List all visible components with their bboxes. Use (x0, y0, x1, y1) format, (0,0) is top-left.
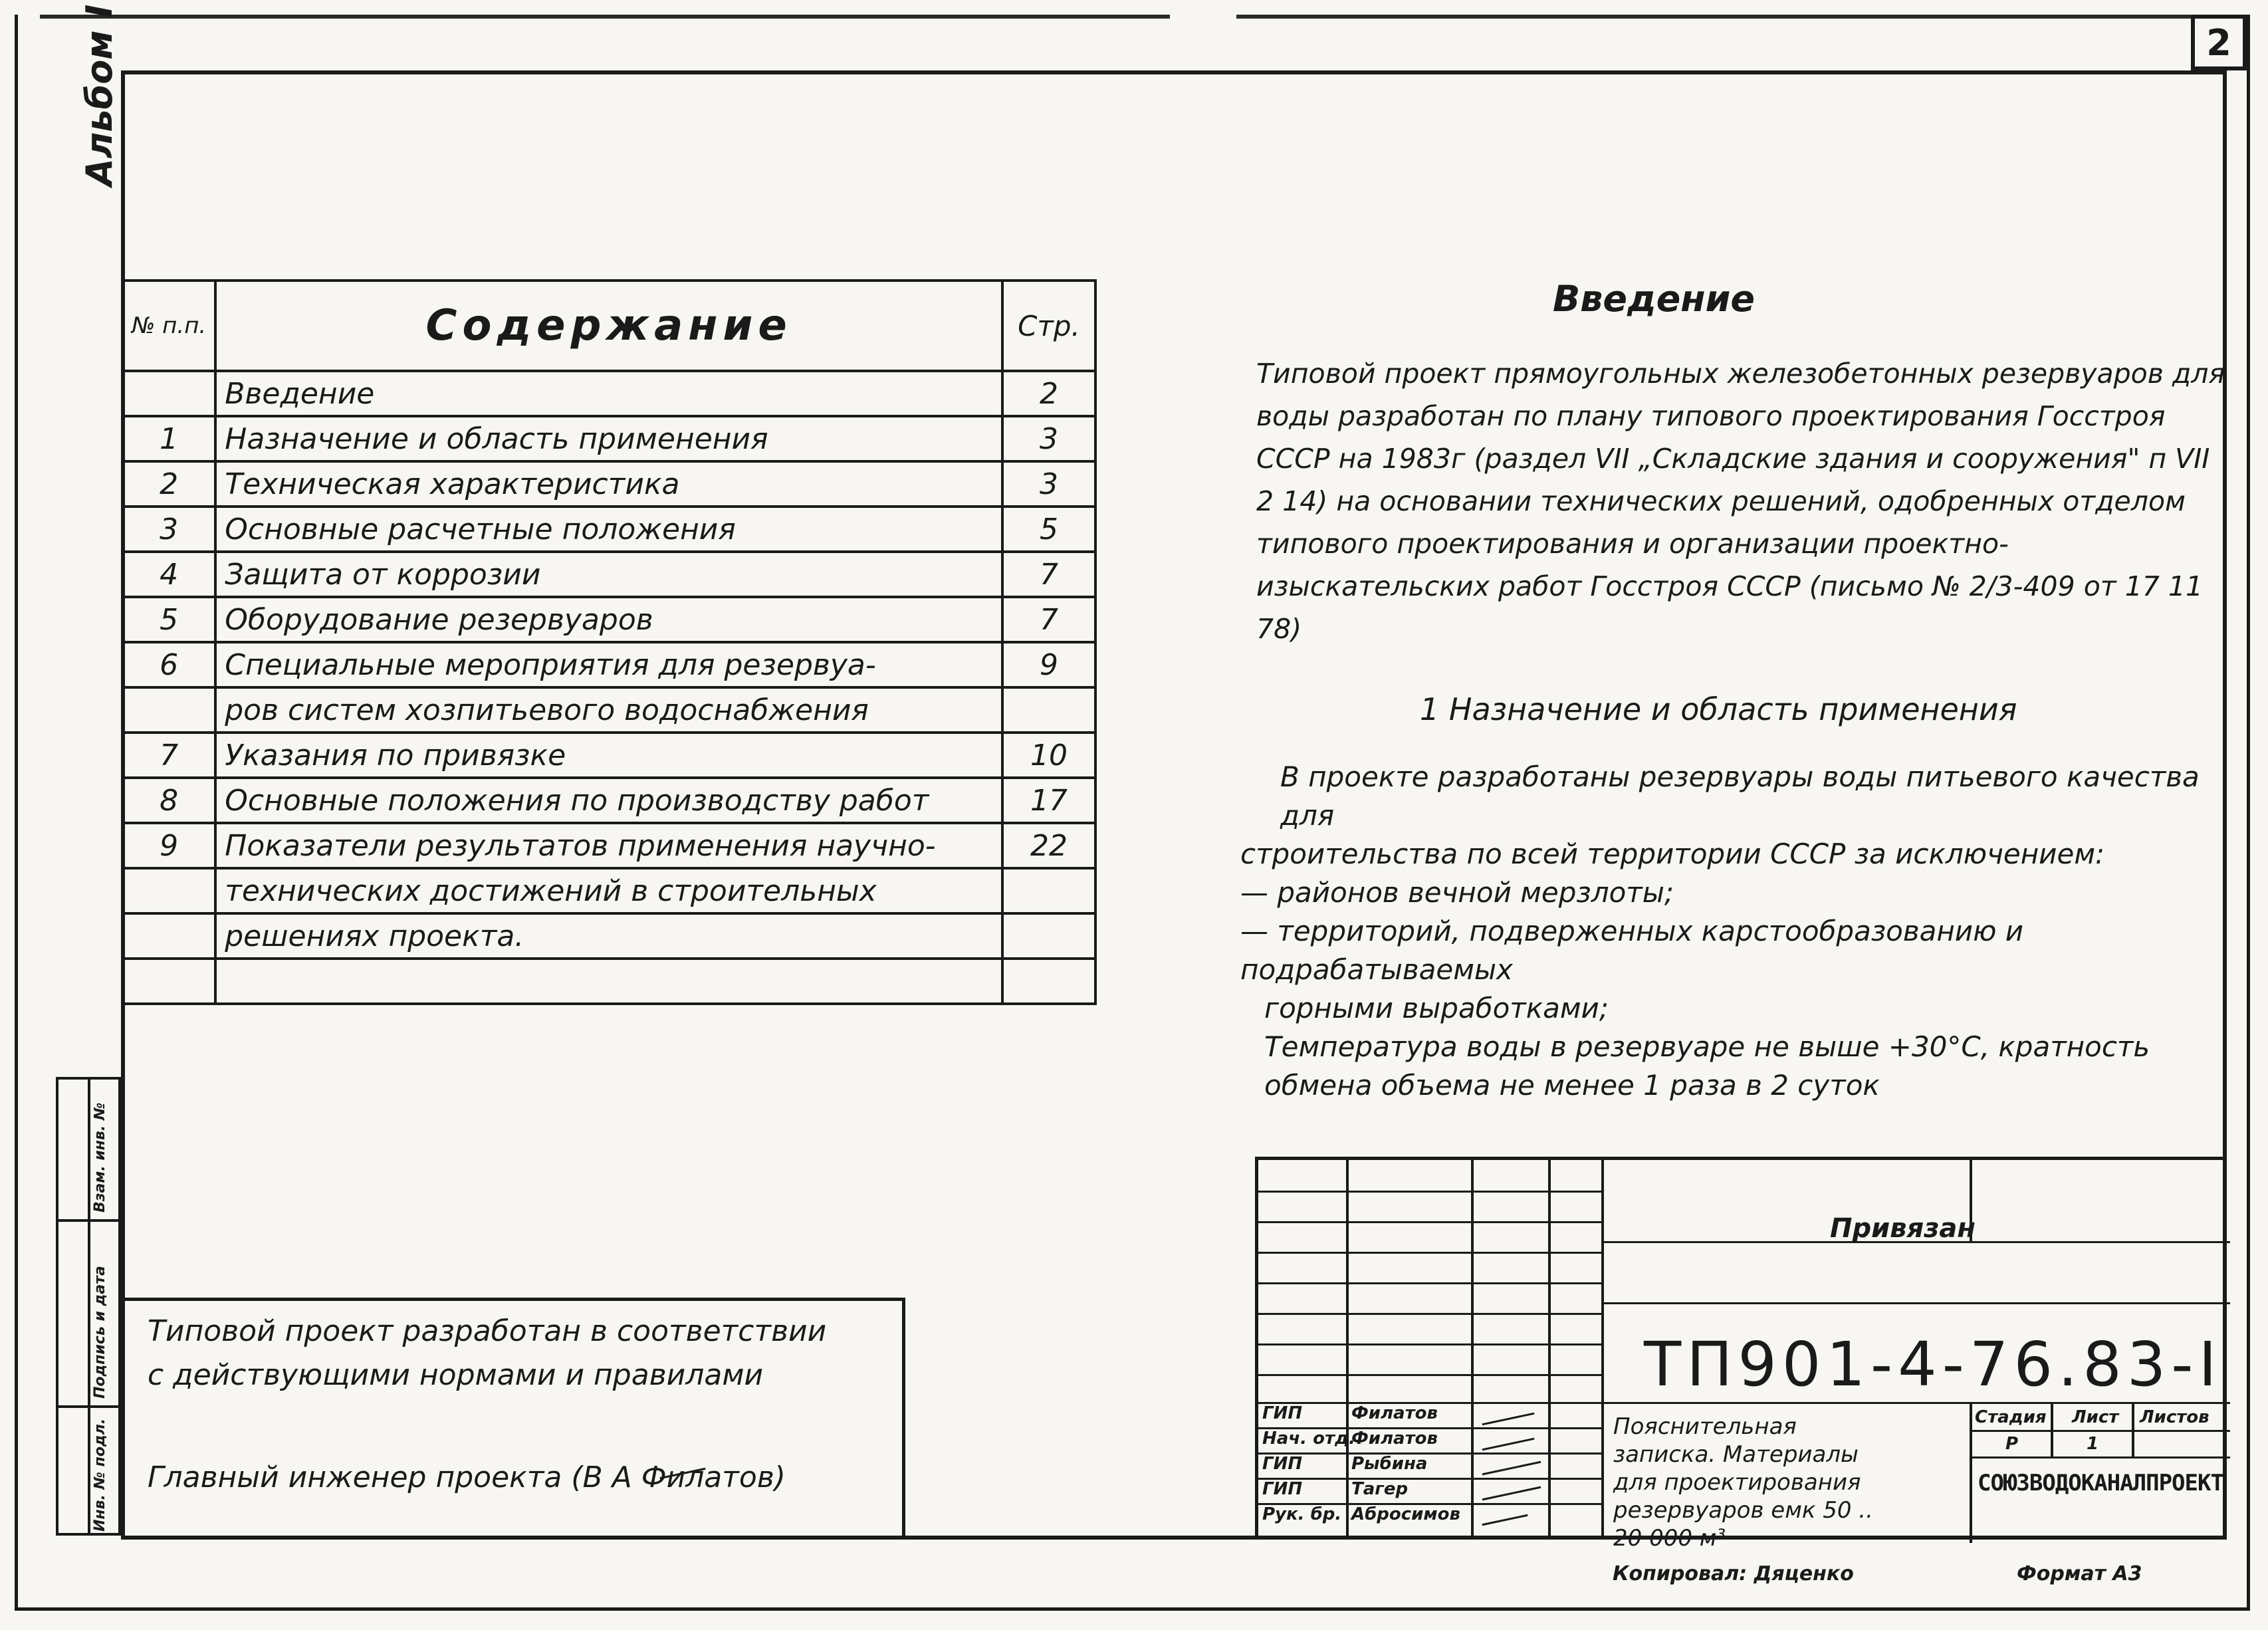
table-row (122, 461, 1095, 507)
table-row (122, 642, 1095, 687)
row-page: 10 (1002, 733, 1095, 778)
table-row (122, 597, 1095, 642)
row-num (122, 371, 215, 416)
note-line: Типовой проект разработан в соответствии (148, 1314, 827, 1348)
row-num: 6 (122, 642, 215, 687)
row-num: 9 (122, 823, 215, 868)
side-stamp-strip (56, 1077, 121, 1536)
section-title: 1 Назначение и область применения (1420, 691, 2017, 727)
stage-value: Р (2005, 1434, 2019, 1454)
row-title: Указания по привязке (215, 733, 1002, 778)
signature (1482, 1438, 1535, 1451)
table-row-empty (122, 959, 1095, 1004)
row-page (1002, 687, 1095, 733)
sheets-label: Листов (2140, 1407, 2210, 1427)
row-title: Основные расчетные положения (215, 507, 1002, 552)
intro-title: Введение (1553, 278, 1755, 320)
note-line: Главный инженер проекта (В А Филатов) (148, 1460, 786, 1494)
name-label: Филатов (1351, 1429, 1438, 1449)
table-row (122, 552, 1095, 597)
table-row (122, 778, 1095, 823)
row-title: Защита от коррозии (215, 552, 1002, 597)
copied-by: Копировал: Дяценко (1613, 1562, 1854, 1585)
row-num: 3 (122, 507, 215, 552)
signature (1482, 1514, 1528, 1526)
row-num (122, 687, 215, 733)
table-row (122, 823, 1095, 868)
bound-label: Привязан (1830, 1213, 1976, 1244)
album-label: Альбом I (78, 4, 120, 186)
row-page: 22 (1002, 823, 1095, 868)
row-title: решениях проекта. (215, 913, 1002, 959)
title-block (1255, 1157, 2227, 1552)
outer-border-top (40, 15, 2228, 19)
side-label: Взам. инв. № (92, 1102, 108, 1213)
side-label: Подпись и дата (92, 1266, 108, 1399)
role-label: ГИП (1262, 1454, 1303, 1474)
header-num: № п.п. (122, 281, 215, 371)
contents-title: Содержание (215, 281, 1002, 371)
row-title: Оборудование резервуаров (215, 597, 1002, 642)
table-row (122, 868, 1095, 913)
section-line: строительства по всей территории СССР за исключением: (1240, 838, 2105, 870)
name-label: Тагер (1351, 1479, 1409, 1499)
row-page: 3 (1002, 416, 1095, 461)
sheet-label: Лист (2072, 1407, 2119, 1427)
section-line: горными выработками; (1264, 992, 1609, 1024)
row-title: Введение (215, 371, 1002, 416)
row-title: ров систем хозпитьевого водоснабжения (215, 687, 1002, 733)
row-num: 2 (122, 461, 215, 507)
page-number: 2 (2191, 15, 2247, 70)
sheet-format: Формат А3 (2017, 1562, 2142, 1585)
row-num (122, 913, 215, 959)
outer-border-left (15, 15, 18, 1610)
row-page: 3 (1002, 461, 1095, 507)
name-label: Рыбина (1351, 1454, 1428, 1474)
header-page: Стр. (1002, 281, 1095, 371)
signature (1482, 1413, 1535, 1426)
row-page (1002, 913, 1095, 959)
table-row (122, 913, 1095, 959)
sheet-description: Пояснительная записка. Материалы для проектирования резервуаров емк 50 .. 20 000 м³ (1613, 1413, 1873, 1552)
stage-label: Стадия (1975, 1407, 2047, 1427)
row-title: Техническая характеристика (215, 461, 1002, 507)
contents-header-row (122, 281, 1095, 371)
row-num: 4 (122, 552, 215, 597)
section-line: обмена объема не менее 1 раза в 2 суток (1264, 1069, 1880, 1102)
row-page: 7 (1002, 552, 1095, 597)
row-num: 8 (122, 778, 215, 823)
role-label: Нач. отд. (1262, 1429, 1355, 1449)
table-row (122, 507, 1095, 552)
table-row (122, 687, 1095, 733)
table-row (122, 416, 1095, 461)
section-line: — территорий, подверженных карстообразованию и подрабатываемых (1240, 915, 2024, 986)
intro-text: Типовой проект прямоугольных железобетонных резервуаров для воды разработан по плану типового проектирования Госстроя СССР на 1983г (раздел VII „Складские здания и сооружения" п VII 2 14) на основании технических решений, одобренных отделом типового проектирования и организации проектно-изыскательских работ Госстроя СССР (письмо № 2/3-409 от 17 11 78) (1256, 358, 2225, 645)
row-title: Основные положения по производству работ (215, 778, 1002, 823)
row-title: Показатели результатов применения научно- (215, 823, 1002, 868)
row-num: 7 (122, 733, 215, 778)
border-gap (1170, 12, 1236, 21)
row-title: Специальные мероприятия для резервуа- (215, 642, 1002, 687)
table-row (122, 733, 1095, 778)
outer-border-bottom (15, 1607, 2250, 1611)
row-title: технических достижений в строительных (215, 868, 1002, 913)
row-page: 7 (1002, 597, 1095, 642)
side-label: Инв. № подл. (92, 1418, 108, 1532)
section-line: — районов вечной мерзлоты; (1240, 876, 1674, 909)
sheet-value: 1 (2087, 1434, 2099, 1454)
signature (1482, 1486, 1541, 1501)
section-text (1240, 758, 2231, 1105)
role-label: ГИП (1262, 1479, 1303, 1499)
compliance-note (121, 1298, 905, 1536)
section-line: В проекте разработаны резервуары воды питьевого качества для (1280, 760, 2200, 832)
row-num: 5 (122, 597, 215, 642)
row-page (1002, 868, 1095, 913)
contents-table (121, 279, 1097, 1005)
organization: СОЮЗВОДОКАНАЛПРОЕКТ (1978, 1470, 2223, 1496)
row-page: 9 (1002, 642, 1095, 687)
role-label: ГИП (1262, 1403, 1303, 1423)
section-line: Температура воды в резервуаре не выше +30°С, кратность (1264, 1030, 2150, 1063)
outer-border-right (2247, 15, 2250, 1610)
row-page: 17 (1002, 778, 1095, 823)
role-label: Рук. бр. (1262, 1504, 1342, 1524)
signature (1482, 1461, 1541, 1476)
drawing-code: ТП901-4-76.83-I (1644, 1329, 2222, 1400)
note-line: с действующими нормами и правилами (148, 1358, 764, 1392)
row-num (122, 868, 215, 913)
table-row (122, 371, 1095, 416)
row-page: 5 (1002, 507, 1095, 552)
name-label: Абросимов (1351, 1504, 1460, 1524)
row-page: 2 (1002, 371, 1095, 416)
row-num: 1 (122, 416, 215, 461)
row-title: Назначение и область применения (215, 416, 1002, 461)
name-label: Филатов (1351, 1403, 1438, 1423)
